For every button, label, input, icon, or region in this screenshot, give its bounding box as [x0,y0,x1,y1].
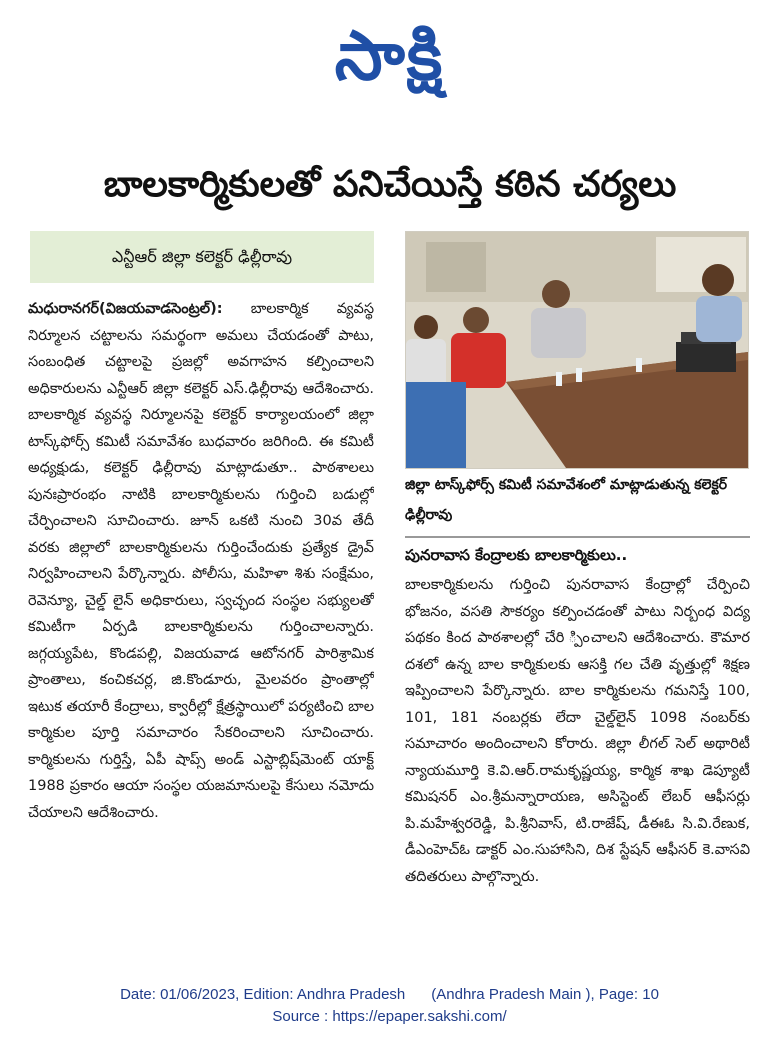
article-right-column: బాలకార్మికులను గుర్తించి పునరావాస కేంద్రాల్లో చేర్పించి భోజనం, వసతి సౌకర్యం కల్పించడంతో పాటు నిర్బంధ విద్య పథకం కింద పాఠశాలల్లో చేరి ్పించాలని ఆదేశించారు. కౌమార దశలో ఉన్న బాల కార్మికులకు ఆసక్తి గల చేతి వృత్తుల్లో శిక్షణ ఇప్పించాలని పేర్కొన్నారు. బాల కార్మికులను గమనిస్తే 100, 101, 181 నంబర్లకు లేదా చైల్డ్‌లైన్ 1098 నంబర్‌కు సమాచారం అందించాలని కోరారు. జిల్లా లీగల్ సెల్ అథారిటీ న్యాయమూర్తి కె.వి.ఆర్.రామకృష్ణయ్య, కార్మిక శాఖ డెప్యూటీ కమిషనర్ ఎం.శ్రీమన్నారాయణ, అసిస్టెంట్ లేబర్ ఆఫీసర్లు పి.మహేశ్వరరెడ్డి, పి.శ్రీనివాస్, టి.రాజేష్, డీఈఓ సి.వి.రేణుక, డీఎంహెచ్ఓ డాక్టర్ ఎం.సుహాసిని, దిశ స్టేషన్ ఆఫీసర్ కె.వాసవి తదితరులు పాల్గొన్నారు. [405,577,750,885]
article-photo [405,231,749,469]
photo-caption: జిల్లా టాస్క్‌ఫోర్స్ కమిటీ సమావేశంలో మాట్లాడుతున్న కలెక్టర్ ఢిల్లీరావు [405,477,728,523]
footer-edition: (Andhra Pradesh Main ), Page: 10 [431,986,659,1003]
article-left-column [28,296,374,954]
article-left-body: బాలకార్మిక వ్యవస్థ నిర్మూలన చట్టాలను సమర్థంగా అమలు చేయడంతో పాటు, సంబంధిత చట్టాలపై ప్రజల్లో అవగాహన కల్పించాలని అధికారులను ఎన్టీఆర్ జిల్లా కలెక్టర్ ఎస్.ఢిల్లీరావు ఆదేశించారు. బాలకార్మిక వ్యవస్థ నిర్మూలనపై కలెక్టర్ కార్యాలయంలో జిల్లా టాస్క్‌ఫోర్స్ కమిటీ సమావేశం బుధవారం జరిగింది. ఈ కమిటీ అధ్యక్షుడు, కలెక్టర్ ఢిల్లీరావు మాట్లాడుతూ.. పాఠశాలలు పునఃప్రారంభం నాటికి బాలకార్మికులను గుర్తించి బడుల్లో చేర్పించాలని సూచించారు. జూన్ ఒకటి నుంచి 30వ తేదీ వరకు జిల్లాలో బాలకార్మికులను గుర్తించేందుకు ప్రత్యేక డ్రైవ్ నిర్వహించాలని పేర్కొన్నారు. పోలీసు, మహిళా శిశు సంక్షేమం, రెవెన్యూ, చైల్డ్ లైన్ అధికారులు, స్వచ్ఛంద సంస్థల సభ్యులతో కమిటీగా ఏర్పడి బాలకార్మికులను గుర్తించాలన్నారు. జగ్గయ్యపేట, కొండపల్లి, విజయవాడ ఆటోనగర్ పారిశ్రామిక ప్రాంతాలు, కంచికచర్ల, జి.కొండూరు, మైలవరం ప్రాంతాల్లో ఇటుక తయారీ కేంద్రాలు, క్వారీల్లో క్షేత్రస్థాయిలో పర్యటించి బాల కార్మికుల పూర్తి సమాచారం సేకరించాలని సూచించారు. కార్మికులను గుర్తిస్తే, ఏపీ షాప్స్ అండ్ ఎస్టాబ్లిష్‌మెంట్ యాక్ట్ 1988 ప్రకారం ఆయా సంస్థల యజమానులపై కేసులు నమోదు చేయాలని ఆదేశించారు. [28,301,374,821]
article-subhead: పునరావాస కేంద్రాలకు బాలకార్మికులు.. [405,546,628,564]
article-subtitle-banner: ఎన్టీఆర్ జిల్లా కలెక్టర్ ఢిల్లీరావు [30,231,374,283]
masthead-logo [0,12,779,102]
article-dateline: మధురానగర్(విజయవాడసెంట్రల్): [28,301,223,317]
masthead-title: సాక్షి [334,17,445,96]
article-headline: బాలకార్మికులతో పనిచేయిస్తే కఠిన చర్యలు [103,164,677,205]
page-footer [0,984,779,1034]
footer-source-link[interactable]: Source : https://epaper.sakshi.com/ [272,1008,507,1025]
caption-divider [405,536,750,538]
meeting-photo-illustration [406,232,748,468]
footer-date: Date: 01/06/2023, Edition: Andhra Pradesh [120,986,406,1003]
